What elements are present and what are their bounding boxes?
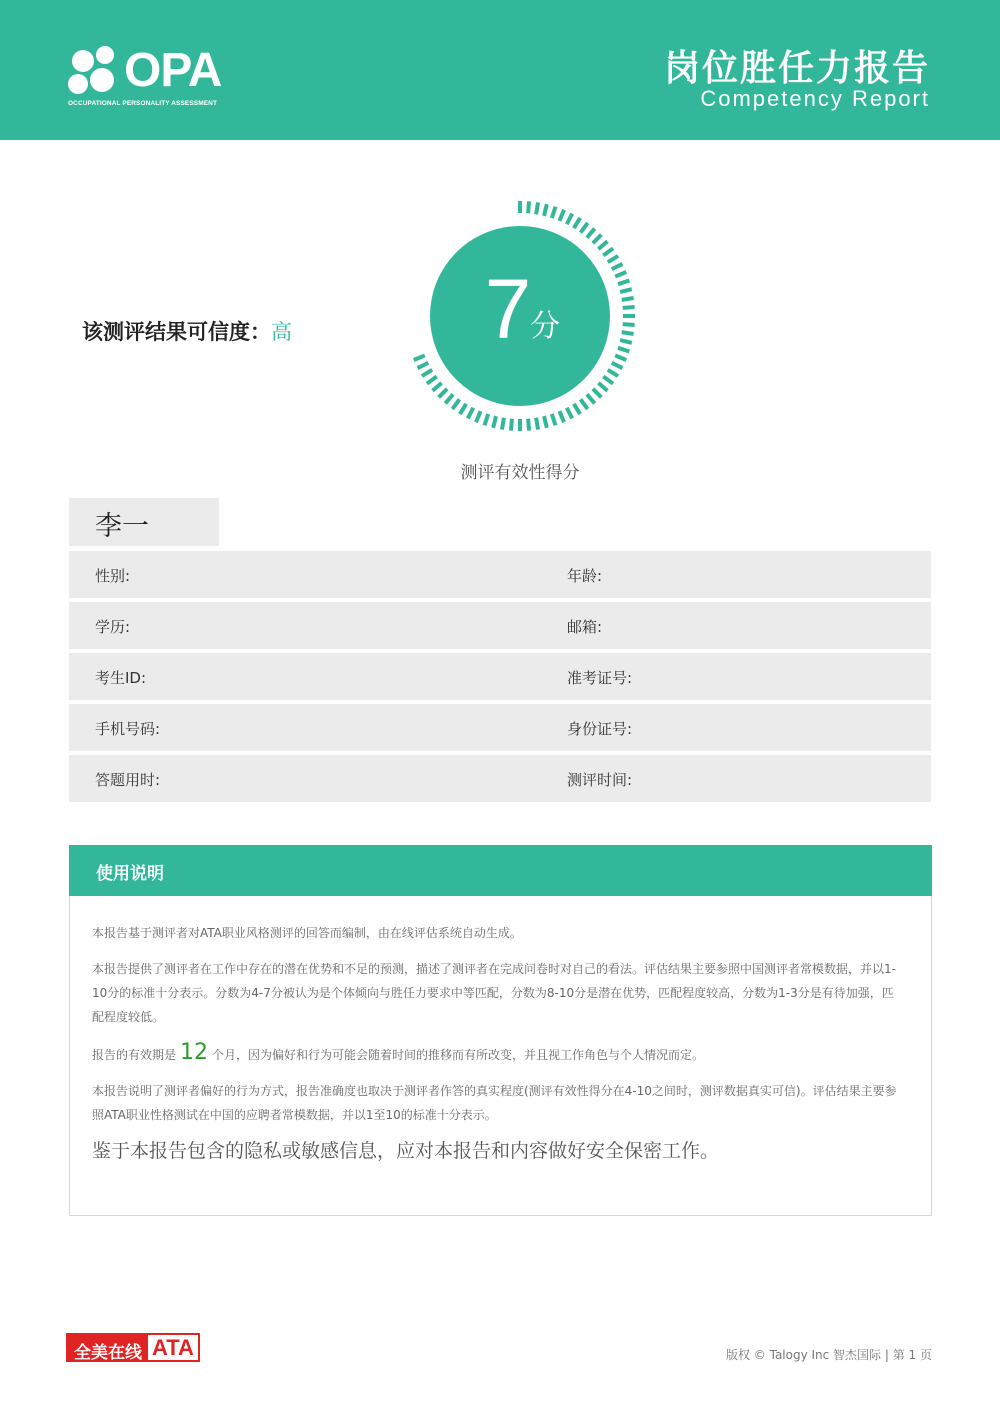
report-subtitle: Competency Report: [700, 86, 930, 111]
gauge-tick: [559, 210, 564, 221]
gauge-tick: [603, 248, 613, 255]
gauge-tick: [536, 418, 538, 430]
brand-en: ATA: [148, 1335, 198, 1360]
score-unit: 分: [530, 309, 560, 344]
reliability-value: 高: [271, 320, 292, 344]
gauge-tick: [587, 394, 595, 403]
admission-number-label: 准考证号:: [567, 669, 633, 687]
info-row: [69, 755, 931, 802]
gauge-tick: [528, 201, 529, 213]
gauge-tick: [552, 207, 556, 218]
gauge-tick: [574, 218, 580, 228]
gauge-tick: [581, 399, 588, 409]
gauge-tick: [536, 202, 538, 214]
gauge-tick: [598, 241, 607, 249]
gauge-tick: [618, 280, 629, 284]
info-row: [69, 602, 931, 649]
gauge-tick: [511, 419, 512, 431]
gauge-tick: [433, 383, 442, 391]
gauge-tick: [574, 404, 580, 414]
usage-paragraph: 本报告说明了测评者偏好的行为方式，报告准确度也取决于测评者作答的真实程度(测评有效性得分在4-10之间时，测评数据真实可信)。评估结果主要参照ATA职业性格测试在中国的应聘者常模数据，并以1至10的标准十分表示。: [92, 1084, 897, 1122]
gauge-tick: [439, 389, 447, 397]
gauge-tick: [623, 324, 635, 325]
gauge-tick: [559, 411, 564, 422]
validity-prefix: 报告的有效期是: [92, 1048, 177, 1062]
score-caption: 测评有效性得分: [460, 463, 580, 483]
gauge-tick: [544, 204, 547, 216]
gauge-tick: [468, 408, 473, 419]
gauge-tick: [615, 272, 626, 277]
reliability-statement: [82, 316, 292, 346]
gauge-tick: [552, 414, 556, 425]
gauge-tick: [598, 383, 607, 391]
gauge-tick: [593, 389, 601, 397]
gauge-tick: [620, 340, 632, 343]
info-row: [69, 704, 931, 751]
candidate-name: 李一: [69, 498, 219, 546]
gauge-tick: [476, 411, 481, 422]
ata-logo: [66, 1333, 200, 1362]
gauge-tick: [484, 414, 488, 425]
score-value: 7: [484, 262, 532, 356]
report-header: [0, 0, 1000, 140]
gauge-tick: [544, 416, 547, 428]
gauge-tick: [422, 370, 432, 376]
validity-suffix: 个月，因为偏好和行为可能会随着时间的推移而有所改变，并且视工作角色与个人情况而定。: [212, 1048, 705, 1062]
gauge-tick: [567, 214, 572, 225]
usage-paragraph: 本报告基于测评者对ATA职业风格测评的回答而编制，由在线评估系统自动生成。: [92, 926, 522, 940]
gauge-tick: [622, 298, 634, 300]
footer-copyright: 版权 © Talogy Inc 智杰国际 | 第 1 页: [725, 1348, 932, 1362]
id-card-label: 身份证号:: [567, 720, 633, 738]
gauge-tick: [567, 408, 572, 419]
gauge-tick: [608, 370, 618, 376]
gauge-tick: [612, 264, 623, 269]
gauge-tick: [528, 419, 529, 431]
gauge-tick: [620, 289, 632, 292]
gender-label: 性别:: [95, 567, 131, 585]
gauge-tick: [581, 223, 588, 233]
confidentiality-notice: 鉴于本报告包含的隐私或敏感信息，应对本报告和内容做好安全保密工作。: [92, 1140, 720, 1162]
email-label: 邮箱:: [567, 618, 603, 636]
gauge-tick: [460, 404, 466, 414]
usage-instructions: [69, 845, 932, 1216]
validity-months: 12: [180, 1040, 209, 1065]
usage-body: [92, 921, 902, 1175]
gauge-tick: [618, 348, 629, 352]
gauge-tick: [502, 418, 504, 430]
report-title: 岗位胜任力报告: [663, 48, 930, 89]
logo-wordmark: OPA: [124, 44, 222, 97]
gauge-tick: [445, 394, 453, 403]
info-row: [69, 551, 931, 598]
gauge-tick: [623, 307, 635, 308]
score-gauge: [400, 196, 640, 436]
gauge-tick: [418, 363, 429, 368]
logo-subtitle: OCCUPATIONAL PERSONALITY ASSESSMENT: [68, 100, 218, 107]
education-label: 学历:: [95, 618, 131, 636]
info-row: [69, 653, 931, 700]
usage-heading: 使用说明: [69, 845, 932, 896]
gauge-tick: [612, 363, 623, 368]
gauge-tick: [493, 416, 496, 428]
gauge-tick: [608, 256, 618, 262]
opa-logo: [68, 44, 248, 114]
candidate-id-label: 考生ID:: [95, 669, 147, 687]
reliability-label: 该测评结果可信度：: [82, 320, 271, 344]
gauge-tick: [615, 355, 626, 360]
test-time-label: 测评时间:: [567, 771, 633, 789]
gauge-tick: [414, 355, 425, 360]
answer-duration-label: 答题用时:: [95, 771, 161, 789]
gauge-tick: [452, 399, 459, 409]
gauge-tick: [593, 235, 601, 243]
usage-paragraph: 本报告提供了测评者在工作中存在的潜在优势和不足的预测，描述了测评者在完成问卷时对自己的看法。评估结果主要参照中国测评者常模数据，并以1-10分的标准十分表示。分数为4-7分被认为是个体倾向与胜任力要求中等匹配，分数为8-10分是潜在优势，匹配程度较高，分数为1-3分是有待加强，匹配程度较低。: [92, 962, 896, 1024]
gauge-tick: [427, 377, 437, 384]
logo-dots-icon: [68, 44, 126, 98]
brand-cn: 全美在线: [68, 1335, 148, 1360]
gauge-tick: [603, 377, 613, 384]
age-label: 年龄:: [567, 567, 603, 585]
gauge-tick: [587, 229, 595, 238]
validity-paragraph: [92, 1041, 902, 1067]
phone-label: 手机号码:: [95, 720, 161, 738]
gauge-tick: [622, 332, 634, 334]
